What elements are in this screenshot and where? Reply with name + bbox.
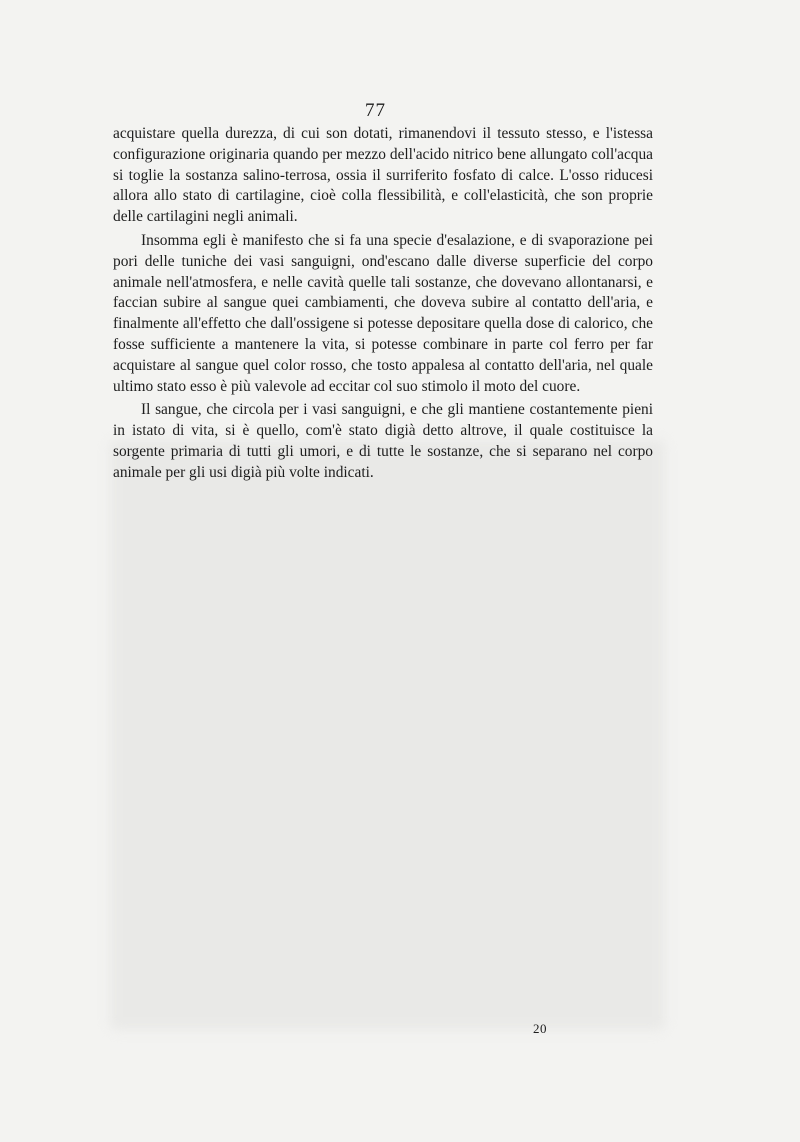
paragraph-2: Insomma egli è manifesto che si fa una specie d'esalazione, e di svaporazione pei pori delle tuniche dei vasi sanguigni, ond'escano dalle diverse superficie del corpo animale nell'atmosfera, e nelle cavità quelle tali sostanze, che dovevano allontanarsi, e faccian subire al sangue quei cambiamenti, che doveva subire al contatto dell'aria, e finalmente all'effetto che dall'ossigene si potesse depositare quella dose di calorico, che fosse sufficiente a mantenere la vita, si potesse combinare in parte col ferro per far acquistare al sangue quel color rosso, che tosto appalesa al contatto dell'aria, nel quale ultimo stato esso è più valevole ad eccitar col suo stimolo il moto del cuore. [113,231,653,395]
page-number: 77 [365,100,386,121]
body-text [113,124,653,487]
signature-mark: 20 [533,1021,547,1036]
paragraph-3: Il sangue, che circola per i vasi sanguigni, e che gli mantiene costantemente pieni in istato di vita, si è quello, com'è stato digià detto altrove, il quale costituisce la sorgente primaria di tutti gli umori, e di tutte le sostanze, che si separano nel corpo animale per gli usi digià più volte indicati. [113,401,653,481]
paragraph-1: acquistare quella durezza, di cui son dotati, rimanendovi il tessuto stesso, e l'istessa configurazione originaria quando per mezzo dell'acido nitrico bene allungato coll'acqua si toglie la sostanza salino-terrosa, ossia il surriferito fosfato di calce. L'osso riducesi allora allo stato di cartilagine, cioè colla flessibilità, e coll'elasticità, che son proprie delle cartilagini negli animali. [113,125,653,226]
show-through-shadow [110,440,665,1030]
